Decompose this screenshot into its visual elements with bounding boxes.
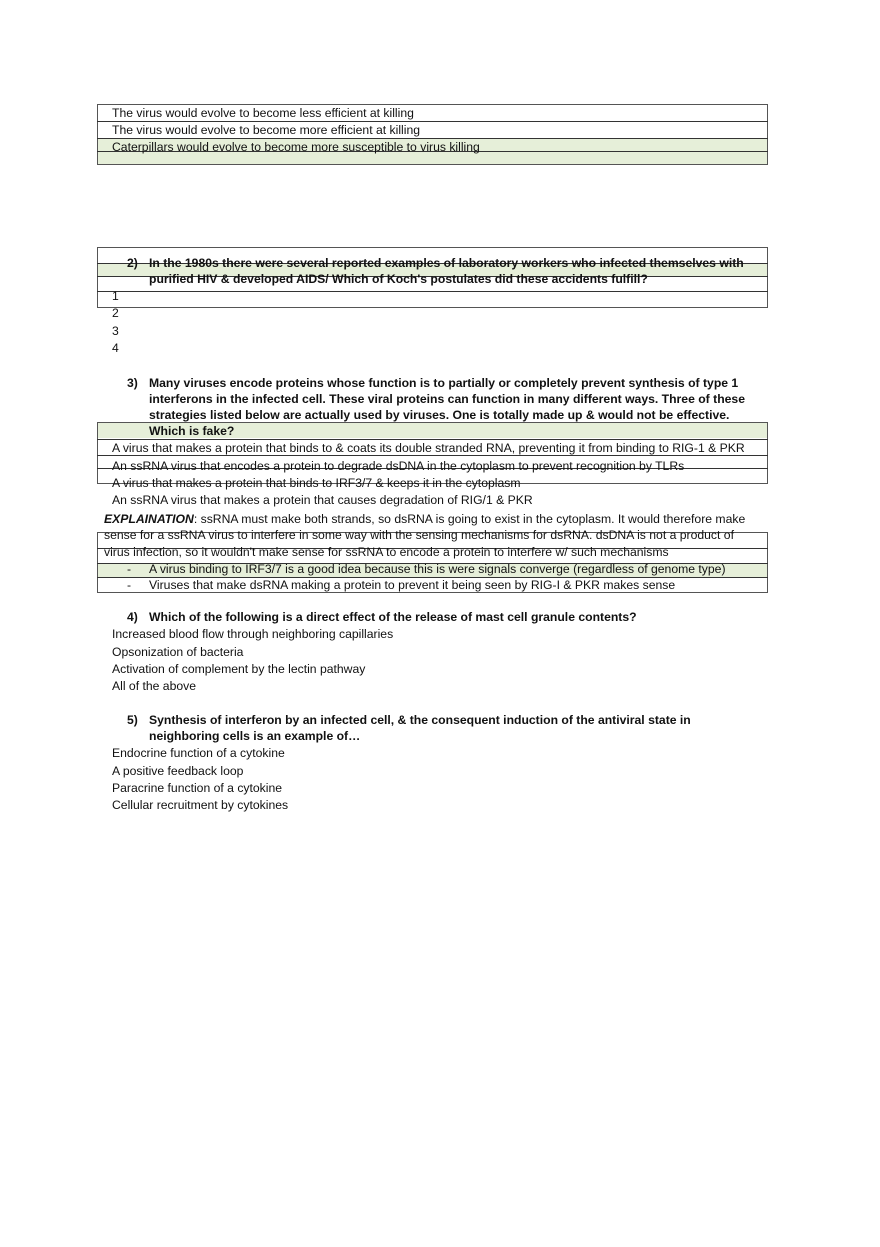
question-number: 4) (127, 610, 138, 624)
q3-option: A virus that makes a protein that binds to & coats its double stranded RNA, preventing it from binding to RIG-1 & PKR (112, 441, 745, 455)
q4-option: Opsonization of bacteria (112, 645, 244, 659)
explanation-text: virus infection, so it wouldn't make sense for ssRNA to encode a protein to interfere w/ such mechanisms (104, 545, 669, 559)
q4-option: Activation of complement by the lectin pathway (112, 662, 366, 676)
question-text: Which is fake? (149, 424, 235, 438)
table-rule (97, 439, 768, 440)
explanation-text: : ssRNA must make both strands, so dsRNA is going to exist in the cytoplasm. It would therefore make (193, 512, 746, 526)
q3-option: A virus that makes a protein that binds to IRF3/7 & keeps it in the cytoplasm (112, 476, 521, 490)
q2-option: 3 (112, 324, 119, 338)
table-rule (97, 121, 768, 122)
explanation-line (104, 512, 745, 527)
question-text: strategies listed below are actually used by viruses. One is totally made up & would not be effective. (149, 408, 730, 422)
question-text: neighboring cells is an example of… (149, 729, 361, 743)
q4-option: All of the above (112, 679, 197, 693)
question-number: 2) (127, 256, 138, 270)
question-text: purified HIV & developed AIDS/ Which of Koch's postulates did these accidents fulfill? (149, 272, 648, 286)
question-number: 5) (127, 713, 138, 727)
bullet-dash: - (127, 578, 132, 592)
q2-option: 2 (112, 306, 119, 320)
q2-option: 1 (112, 289, 119, 303)
question-number: 3) (127, 376, 138, 390)
question-text: Which of the following is a direct effect of the release of mast cell granule contents? (149, 610, 637, 624)
table-rule (97, 138, 768, 139)
explanation-label: EXPLAINATION (104, 512, 194, 526)
q1-option: The virus would evolve to become more efficient at killing (112, 123, 420, 137)
q5-option: Paracrine function of a cytokine (112, 781, 283, 795)
explanation-text: sense for a ssRNA virus to interfere in some way with the sensing mechanisms for dsRNA. dsDNA is not a product of (104, 528, 734, 542)
bullet-dash: - (127, 562, 132, 576)
table-rule (97, 291, 768, 292)
q5-option: Endocrine function of a cytokine (112, 746, 285, 760)
question-text: In the 1980s there were several reported examples of laboratory workers who infected themselves with (149, 256, 744, 270)
q5-option: Cellular recruitment by cytokines (112, 798, 289, 812)
q4-option: Increased blood flow through neighboring capillaries (112, 627, 394, 641)
q3-option: An ssRNA virus that makes a protein that causes degradation of RIG/1 & PKR (112, 493, 533, 507)
question-text: interferons in the infected cell. These viral proteins can function in many different ways. Three of these (149, 392, 745, 406)
q1-option: Caterpillars would evolve to become more susceptible to virus killing (112, 140, 480, 154)
q5-option: A positive feedback loop (112, 764, 244, 778)
bullet-text: Viruses that make dsRNA making a protein to prevent it being seen by RIG-I & PKR makes sense (149, 578, 676, 592)
q1-option: The virus would evolve to become less efficient at killing (112, 106, 414, 120)
bullet-text: A virus binding to IRF3/7 is a good idea because this is were signals converge (regardless of genome type) (149, 562, 726, 576)
q2-option: 4 (112, 341, 119, 355)
q3-option: An ssRNA virus that encodes a protein to degrade dsDNA in the cytoplasm to prevent recognition by TLRs (112, 459, 685, 473)
question-text: Synthesis of interferon by an infected cell, & the consequent induction of the antiviral state in (149, 713, 691, 727)
question-text: Many viruses encode proteins whose function is to partially or completely prevent synthesis of type 1 (149, 376, 739, 390)
